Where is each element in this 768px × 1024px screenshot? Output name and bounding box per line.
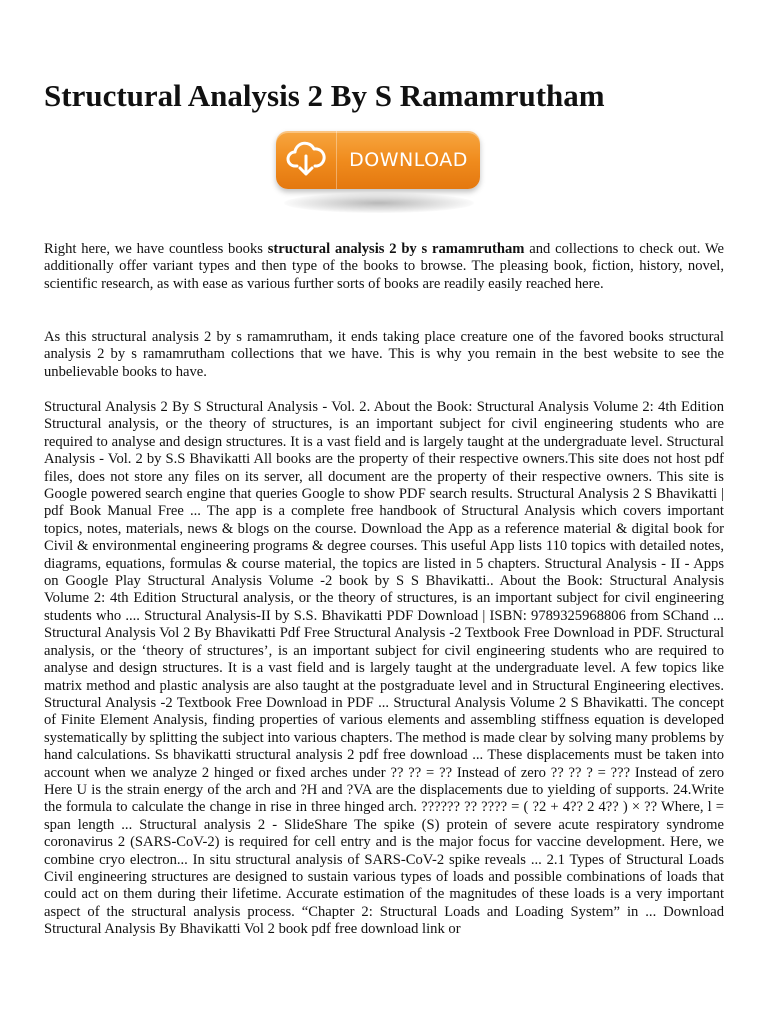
intro-text-start: Right here, we have countless books bbox=[44, 241, 268, 257]
intro-text-end: and collections to check out. We additionally offer variant types and then type of the books to browse. The pleasing book, fiction, history, novel, scientific research, as with ease as various further sorts of books are readily easily reached here. bbox=[44, 241, 724, 292]
page-title: Structural Analysis 2 By S Ramamrutham bbox=[44, 78, 605, 113]
intro-text-bold: structural analysis 2 by s ramamrutham bbox=[267, 241, 525, 257]
button-shadow bbox=[284, 193, 474, 213]
cloud-download-icon bbox=[276, 131, 337, 189]
second-paragraph: As this structural analysis 2 by s ramamrutham, it ends taking place creature one of the favored books structural analysis 2 by s ramamrutham collections that we have. This is why you remain in the best website to see the unbelievable books to have. bbox=[44, 329, 724, 380]
download-button[interactable] bbox=[276, 131, 480, 189]
body-paragraph: Structural Analysis 2 By S Structural Analysis - Vol. 2. About the Book: Structural Analysis Volume 2: 4th Edition Structural analysis, or the theory of structures, is an important subject for civil engineering students who are required to analyse and design structures. It is a vast field and is largely taught at the undergraduate level. Structural Analysis - Vol. 2 by S.S Bhavikatti All books are the property of their respective owners.This site does not host pdf files, does not store any files on its server, all document are the property of their respective owners. This site is Google powered search engine that queries Google to show PDF search results. Structural Analysis 2 S Bhavikatti | pdf Book Manual Free ... The app is a complete free handbook of Structural Analysis which covers important topics, notes, materials, news & blogs on the course. Download the App as a reference material & digital book for Civil & environmental engineering programs & degree courses. This useful App lists 110 topics with detailed notes, diagrams, equations, formulas & course material, the topics are listed in 5 chapters. Structural Analysis - II - Apps on Google Play Structural Analysis Volume -2 book by S S Bhavikatti.. About the Book: Structural Analysis Volume 2: 4th Edition Structural analysis, or the theory of structures, is an important subject for civil engineering students who .... Structural Analysis-II by S.S. Bhavikatti PDF Download | ISBN: 9789325968806 from SChand ... Structural Analysis Vol 2 By Bhavikatti Pdf Free Structural Analysis -2 Textbook Free Download in PDF. Structural analysis, or the ‘theory of structures’, is an important subject for civil engineering students who are required to analyse and design structures. It is a vast field and is largely taught at the undergraduate level. A few topics like matrix method and plastic analysis are also taught at the postgraduate level and in Structural Engineering electives. Structural Analysis -2 Textbook Free Download in PDF ... Structural Analysis Volume 2 S Bhavikatti. The concept of Finite Element Analysis, finding properties of various elements and assembling stiffness equation is developed systematically by splitting the subject into various chapters. The method is made clear by solving many problems by hand calculations. Ss bhavikatti structural analysis 2 pdf free download ... These displacements must be taken into account when we analyze 2 hinged or fixed arches under ?? ?? = ?? Instead of zero ?? ?? ? = ??? Instead of zero Here U is the strain energy of the arch and ?H and ?VA are the displacements due to yielding of supports. 24.Write the formula to calculate the change in rise in three hinged arch. ?????? ?? ???? = ( ?2 + 4?? 2 4?? ) × ?? Where, l = span length ... Structural analysis 2 - SlideShare The spike (S) protein of severe acute respiratory syndrome coronavirus 2 (SARS-CoV-2) is required for cell entry and is the major focus for vaccine development. Here, we combine cryo electron... In situ structural analysis of SARS-CoV-2 spike reveals ... 2.1 Types of Structural Loads Civil engineering structures are designed to sustain various types of loads and possible combinations of loads that could act on them during their lifetime. Accurate estimation of the magnitudes of these loads is a very important aspect of the structural analysis process. “Chapter 2: Structural Loads and Loading System” in ... Download Structural Analysis By Bhavikatti Vol 2 book pdf free download link or bbox=[44, 399, 724, 938]
download-banner bbox=[276, 131, 484, 221]
intro-paragraph bbox=[44, 241, 724, 293]
download-label: DOWNLOAD bbox=[349, 149, 468, 171]
